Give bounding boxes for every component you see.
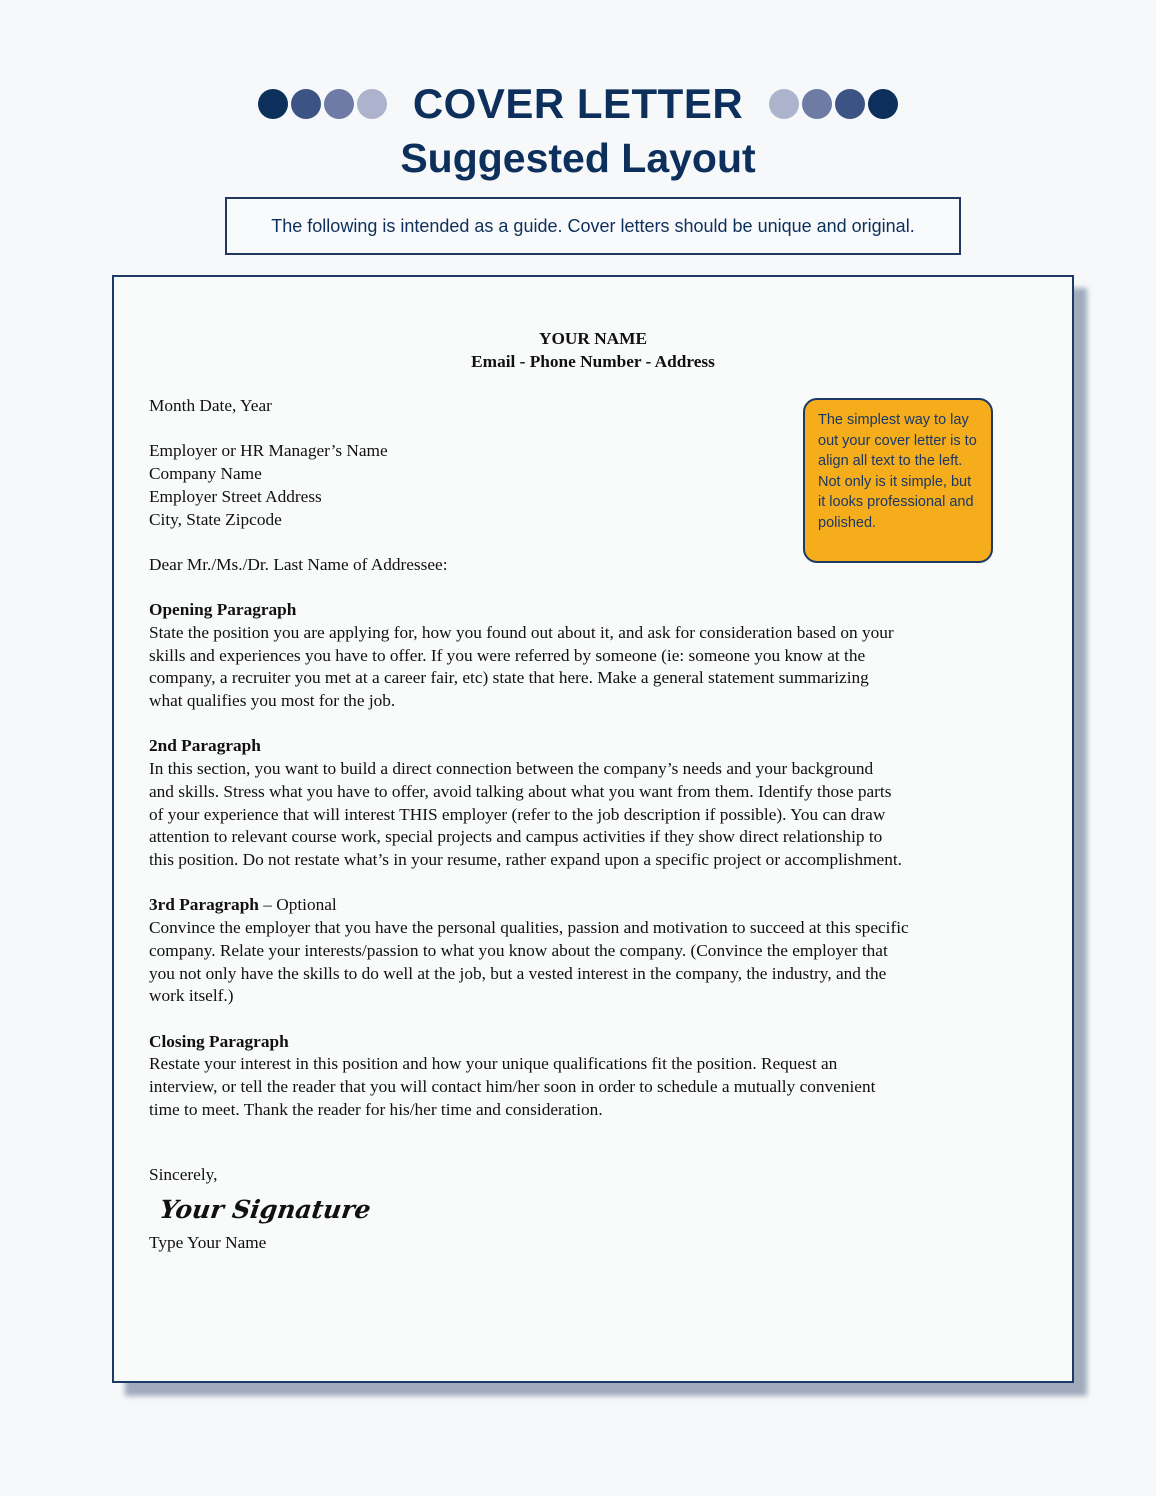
body-line: company, a recruiter you met at a career fair, etc) state that here. Make a general statement summarizing	[149, 668, 869, 688]
letter-header	[114, 328, 1072, 373]
applicant-name: YOUR NAME	[539, 329, 647, 348]
salutation: Dear Mr./Ms./Dr. Last Name of Addressee:	[149, 554, 448, 574]
decorative-dot	[868, 89, 898, 119]
body-line: interview, or tell the reader that you will contact him/her soon in order to schedule a mutually convenient	[149, 1077, 876, 1096]
body-line: what qualifies you most for the job.	[149, 691, 396, 711]
section-heading-suffix: – Optional	[258, 895, 337, 915]
decorative-dot	[357, 89, 387, 119]
section-opening	[149, 599, 1029, 713]
letter-sample	[112, 275, 1074, 1383]
section-third	[149, 894, 1029, 1008]
body-line: State the position you are applying for, how you found out about it, and ask for consideration based on your	[149, 622, 894, 642]
body-line: this position. Do not restate what’s in your resume, rather expand upon a specific project or accomplishment.	[149, 850, 902, 869]
body-line: Convince the employer that you have the personal qualities, passion and motivation to succeed at this specific	[149, 918, 909, 938]
section-heading	[149, 735, 1029, 758]
employer-line: City, State Zipcode	[149, 509, 282, 529]
section-heading	[149, 894, 1029, 917]
employer-line: Company Name	[149, 464, 262, 484]
decorative-dot	[802, 89, 832, 119]
guide-note	[225, 197, 961, 255]
section-heading-text: Closing Paragraph	[149, 1031, 289, 1051]
decorative-dot	[324, 89, 354, 119]
employer-line: Employer Street Address	[149, 486, 322, 506]
section-heading-text: Opening Paragraph	[149, 600, 297, 620]
body-line: you not only have the skills to do well at the job, but a vested interest in the company, the industry, and the	[149, 963, 887, 983]
header-row	[0, 78, 1156, 130]
body-line: company. Relate your interests/passion to what you know about the company. (Convince the employer that	[149, 940, 888, 960]
tip-text: The simplest way to lay out your cover letter is to align all text to the left. Not only is it simple, but it looks professional and polished.	[818, 412, 977, 531]
body-line: attention to relevant course work, special projects and campus activities if they show direct relationship to	[149, 827, 883, 847]
applicant-contact: Email - Phone Number - Address	[471, 351, 715, 371]
typed-name: Type Your Name	[149, 1233, 267, 1252]
closing-word: Sincerely,	[149, 1165, 218, 1184]
decorative-dot	[258, 89, 288, 119]
body-line: skills and experiences you have to offer. If you were referred by someone (ie: someone you know at the	[149, 645, 866, 665]
guide-note-text: The following is intended as a guide. Cover letters should be unique and original.	[271, 215, 915, 236]
dots-right	[769, 89, 898, 119]
body-line: Restate your interest in this position and how your unique qualifications fit the position. Request an	[149, 1054, 838, 1074]
employer-line: Employer or HR Manager’s Name	[149, 441, 388, 461]
dots-left	[258, 89, 387, 119]
letter-date: Month Date, Year	[149, 396, 272, 415]
section-heading	[149, 599, 1029, 622]
section-heading-text: 2nd Paragraph	[149, 736, 261, 756]
decorative-dot	[769, 89, 799, 119]
section-heading	[149, 1031, 1029, 1054]
section-closing	[149, 1031, 1029, 1122]
body-line: time to meet. Thank the reader for his/her time and consideration.	[149, 1099, 603, 1119]
section-heading-text: 3rd Paragraph	[149, 895, 259, 915]
signature: Your Signature	[157, 1195, 373, 1224]
body-line: of your experience that will interest THIS employer (refer to the job description if possible). You can draw	[149, 804, 886, 824]
decorative-dot	[835, 89, 865, 119]
section-second	[149, 735, 1029, 871]
body-line: and skills. Stress what you have to offer, avoid talking about what you want from them. Identify those parts	[149, 781, 892, 801]
body-line: In this section, you want to build a direct connection between the company’s needs and your background	[149, 759, 874, 779]
tip-callout	[803, 398, 993, 563]
body-line: work itself.)	[149, 986, 234, 1006]
page-subtitle: Suggested Layout	[400, 135, 756, 181]
page-title: COVER LETTER	[412, 80, 744, 127]
decorative-dot	[291, 89, 321, 119]
